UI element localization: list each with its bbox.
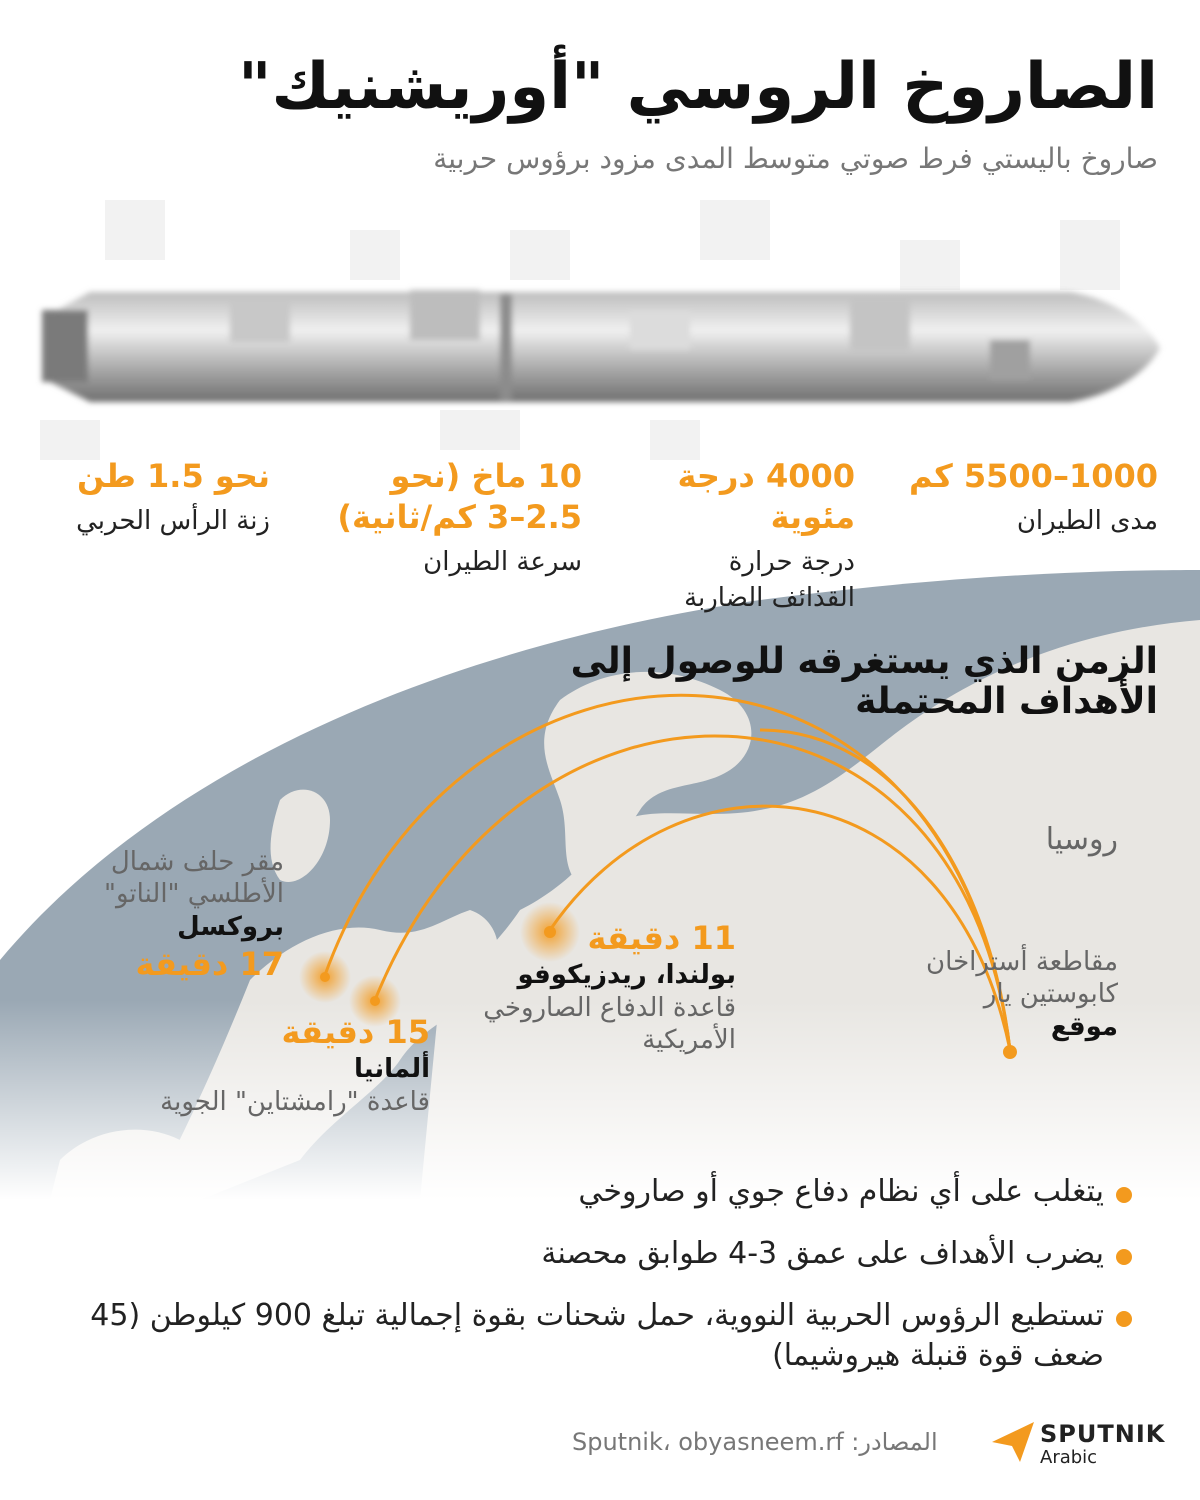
stat-temperature bbox=[625, 456, 855, 616]
stat-temperature-value: 4000 درجة مئوية bbox=[677, 457, 855, 536]
target-germany-time: 15 دقيقة bbox=[281, 1013, 430, 1051]
missile-illustration bbox=[30, 190, 1180, 460]
stat-temperature-label: درجة حرارة القذائف الضاربة bbox=[684, 547, 855, 613]
target-marker-brussels bbox=[299, 951, 351, 1003]
target-poland-name: بولندا، ريدزيكوفو bbox=[517, 960, 736, 990]
bullet-dot-icon bbox=[1116, 1249, 1132, 1265]
origin-region: مقاطعة أستراخان bbox=[926, 947, 1118, 977]
target-germany-label bbox=[160, 1012, 430, 1118]
feature-item: يضرب الأهداف على عمق 3-4 طوابق محصنة bbox=[52, 1234, 1132, 1274]
target-germany-name: ألمانيا bbox=[353, 1054, 430, 1084]
origin-site: كابوستين يار bbox=[983, 979, 1118, 1009]
source-label: المصادر: bbox=[851, 1428, 938, 1456]
target-brussels-time: 17 دقيقة bbox=[135, 945, 284, 983]
sputnik-logo-icon bbox=[990, 1418, 1036, 1464]
bullet-dot-icon bbox=[1116, 1311, 1132, 1327]
stat-range bbox=[878, 456, 1158, 539]
stat-range-value: 1000–5500 كم bbox=[909, 457, 1158, 495]
map-heading: الزمن الذي يستغرقه للوصول إلى الأهداف المحتملة bbox=[570, 641, 1158, 722]
brand-name: SPUTNIK bbox=[1040, 1420, 1166, 1448]
stat-speed-label: سرعة الطيران bbox=[423, 547, 582, 577]
origin-name: موقع bbox=[1050, 1012, 1118, 1042]
brand-sub: Arabic bbox=[1040, 1447, 1098, 1468]
stat-range-label: مدى الطيران bbox=[1016, 506, 1158, 536]
bullet-dot-icon bbox=[1116, 1187, 1132, 1203]
origin-marker bbox=[1003, 1045, 1017, 1059]
feature-item: تستطيع الرؤوس الحربية النووية، حمل شحنات بقوة إجمالية تبلغ 900 كيلوطن (45 ضعف قوة قنبلة هيروشيما) bbox=[52, 1296, 1132, 1376]
stat-warhead bbox=[30, 456, 270, 539]
stat-speed bbox=[292, 456, 582, 580]
feature-list bbox=[52, 1172, 1132, 1398]
target-poland-time: 11 دقيقة bbox=[587, 919, 736, 957]
target-poland-label bbox=[476, 918, 736, 1056]
source-text: Sputnik، obyasneem.rf bbox=[572, 1428, 844, 1456]
country-label-russia: روسيا bbox=[1045, 822, 1118, 857]
stat-warhead-value: نحو 1.5 طن bbox=[76, 457, 270, 495]
source-line bbox=[572, 1428, 938, 1456]
target-brussels-desc: مقر حلف شمال الأطلسي "الناتو" bbox=[104, 847, 284, 909]
target-poland-desc: قاعدة الدفاع الصاروخي الأمريكية bbox=[483, 993, 736, 1055]
target-brussels-name: بروكسل bbox=[177, 912, 284, 942]
stat-warhead-label: زنة الرأس الحربي bbox=[76, 506, 270, 536]
target-germany-desc: قاعدة "رامشتاين" الجوية bbox=[160, 1087, 430, 1117]
target-brussels-label bbox=[64, 846, 284, 984]
page-subtitle: صاروخ باليستي فرط صوتي متوسط المدى مزود برؤوس حربية bbox=[433, 142, 1158, 175]
feature-item: يتغلب على أي نظام دفاع جوي أو صاروخي bbox=[52, 1172, 1132, 1212]
stat-speed-value: 10 ماخ (نحو 2.5–3 كم/ثانية) bbox=[337, 457, 582, 536]
origin-label bbox=[926, 946, 1118, 1044]
page-title: الصاروخ الروسي "أوريشنيك" bbox=[238, 50, 1158, 124]
